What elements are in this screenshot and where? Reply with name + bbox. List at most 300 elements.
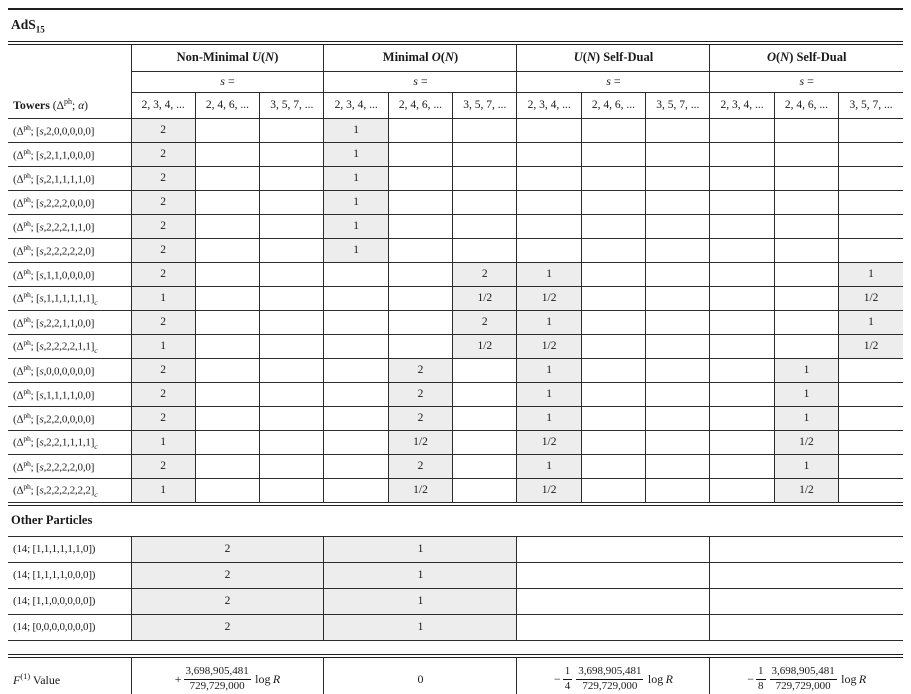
grid-cell: 2	[388, 358, 452, 382]
tower-row	[8, 478, 903, 502]
col-header: 2, 3, 4, ...	[324, 92, 388, 118]
tower-row-label: ($\Delta^{ph}$; [s,2,2,2,2,2,0]	[8, 238, 131, 262]
grid-cell	[839, 238, 903, 262]
grid-cell: 1/2	[774, 430, 838, 454]
f-value-cell	[710, 657, 903, 694]
tower-row-label: ($\Delta^{ph}$; [s,2,2,2,2,0,0]	[8, 454, 131, 478]
grid-cell	[581, 334, 645, 358]
grid-cell	[581, 118, 645, 142]
col-header: 3, 5, 7, ...	[260, 92, 324, 118]
grid-cell	[646, 478, 710, 502]
grid-cell: 2	[388, 406, 452, 430]
other-row-label: (14; [0,0,0,0,0,0,0])	[8, 614, 131, 640]
grid-cell	[388, 118, 452, 142]
grid-cell	[517, 118, 581, 142]
grid-cell	[260, 214, 324, 238]
f-value-cell	[131, 657, 324, 694]
grid-cell	[839, 406, 903, 430]
grid-cell	[710, 478, 774, 502]
f-superscript: (1)	[20, 671, 31, 681]
fraction: $\frac{1}{4}$	[564, 665, 571, 693]
tower-row	[8, 238, 903, 262]
other-row-label: (14; [1,1,1,1,0,0,0])	[8, 562, 131, 588]
grid-cell	[839, 118, 903, 142]
grid-cell: 2	[131, 358, 195, 382]
grid-cell	[710, 382, 774, 406]
grid-cell	[581, 190, 645, 214]
grid-cell	[710, 238, 774, 262]
other-row-label: (14; [1,1,0,0,0,0,0])	[8, 588, 131, 614]
group-span-cell	[710, 536, 903, 562]
grid-cell	[388, 166, 452, 190]
grid-cell	[388, 238, 452, 262]
grid-cell	[195, 334, 259, 358]
grid-cell	[710, 214, 774, 238]
grid-cell	[195, 238, 259, 262]
tower-row-label: ($\Delta^{ph}$; [s,2,2,1,1,0,0]	[8, 310, 131, 334]
grid-cell: 2	[131, 262, 195, 286]
grid-cell: 1	[517, 406, 581, 430]
group-span-cell: 1	[324, 562, 517, 588]
grid-cell: 1/2	[388, 478, 452, 502]
grid-cell	[581, 214, 645, 238]
col-header: 2, 3, 4, ...	[131, 92, 195, 118]
grid-cell	[388, 142, 452, 166]
group-span-cell	[710, 562, 903, 588]
grid-cell	[839, 190, 903, 214]
grid-cell	[646, 406, 710, 430]
grid-cell	[388, 286, 452, 310]
f-value-cell: 0	[324, 657, 517, 694]
grid-cell: 2	[131, 382, 195, 406]
tower-row	[8, 334, 903, 358]
grid-cell	[195, 478, 259, 502]
grid-cell: 1	[324, 118, 388, 142]
title-text: AdS	[11, 17, 36, 32]
grid-cell	[646, 310, 710, 334]
grid-cell	[195, 214, 259, 238]
group-span-cell: 1	[324, 588, 517, 614]
s-equals-cell: s =	[517, 71, 710, 92]
tower-row-label: ($\Delta^{ph}$; [s,2,0,0,0,0,0]	[8, 118, 131, 142]
other-particles-heading: Other Particles	[8, 505, 903, 536]
grid-cell	[388, 334, 452, 358]
grid-cell: 1/2	[839, 334, 903, 358]
col-header: 2, 4, 6, ...	[581, 92, 645, 118]
grid-cell	[260, 262, 324, 286]
grid-cell	[195, 166, 259, 190]
grid-cell: 1	[774, 358, 838, 382]
fraction: $\frac{3,698,905,481}{729,729,000}$	[578, 665, 642, 693]
grid-cell	[324, 430, 388, 454]
grid-cell: 2	[388, 382, 452, 406]
towers-mid: ;	[72, 99, 79, 112]
grid-cell	[774, 214, 838, 238]
tower-row	[8, 382, 903, 406]
grid-cell	[646, 358, 710, 382]
grid-cell	[839, 430, 903, 454]
grid-cell	[581, 382, 645, 406]
grid-cell	[774, 166, 838, 190]
grid-cell: 2	[131, 118, 195, 142]
grid-cell	[646, 214, 710, 238]
group-span-cell	[710, 588, 903, 614]
grid-cell: 1	[324, 166, 388, 190]
grid-cell	[260, 382, 324, 406]
grid-cell	[646, 262, 710, 286]
grid-cell: 1	[517, 382, 581, 406]
group-span-cell	[710, 614, 903, 640]
grid-cell: 2	[131, 454, 195, 478]
grid-cell	[774, 334, 838, 358]
col-header: 2, 4, 6, ...	[388, 92, 452, 118]
grid-cell	[260, 454, 324, 478]
bottom-spacer	[8, 640, 903, 654]
grid-cell: 2	[131, 214, 195, 238]
alpha-symbol: α	[78, 99, 85, 112]
group-span-cell: 2	[131, 536, 324, 562]
grid-cell	[195, 406, 259, 430]
grid-cell	[324, 334, 388, 358]
grid-cell: 2	[453, 262, 517, 286]
grid-cell: 1	[774, 454, 838, 478]
grid-cell: 1	[517, 454, 581, 478]
tower-row-label: ($\Delta^{ph}$; [s,2,2,2,1,1,0]	[8, 214, 131, 238]
grid-cell	[260, 334, 324, 358]
table-figure	[8, 8, 903, 694]
tower-row	[8, 214, 903, 238]
grid-cell	[710, 430, 774, 454]
grid-cell	[774, 118, 838, 142]
column-header-row	[8, 92, 903, 118]
grid-cell	[517, 166, 581, 190]
grid-cell	[324, 454, 388, 478]
grid-cell	[453, 406, 517, 430]
grid-cell: 2	[131, 238, 195, 262]
log-term: log R	[838, 672, 867, 687]
group-span-cell: 2	[131, 562, 324, 588]
title-subscript: 15	[35, 24, 45, 35]
grid-cell: 1/2	[453, 286, 517, 310]
grid-cell	[260, 358, 324, 382]
group-span-cell	[517, 562, 710, 588]
grid-cell	[646, 454, 710, 478]
group-header: U(N) Self-Dual	[517, 44, 710, 71]
grid-cell: 1/2	[453, 334, 517, 358]
grid-cell	[710, 190, 774, 214]
group-span-cell: 2	[131, 588, 324, 614]
col-header: 3, 5, 7, ...	[646, 92, 710, 118]
grid-cell	[710, 262, 774, 286]
grid-cell	[453, 430, 517, 454]
grid-cell: 1	[517, 358, 581, 382]
grid-cell	[453, 190, 517, 214]
grid-cell	[839, 358, 903, 382]
s-equals-cell: s =	[324, 71, 517, 92]
grid-cell	[195, 310, 259, 334]
f-value-cell	[517, 657, 710, 694]
delta-superscript: ph	[64, 97, 73, 107]
tower-row-label: ($\Delta^{ph}$; [s,2,2,2,0,0,0]	[8, 190, 131, 214]
sign: −	[747, 672, 754, 687]
grid-cell	[710, 286, 774, 310]
grid-cell	[195, 358, 259, 382]
tower-row-label: ($\Delta^{ph}$; [s,1,1,0,0,0,0]	[8, 262, 131, 286]
col-header: 2, 3, 4, ...	[517, 92, 581, 118]
grid-cell	[453, 142, 517, 166]
towers-close: )	[84, 99, 89, 112]
tower-row	[8, 262, 903, 286]
tower-row-label: ($\Delta^{ph}$; [s,0,0,0,0,0,0]	[8, 358, 131, 382]
s-equals-cell: s =	[131, 71, 324, 92]
grid-cell	[839, 214, 903, 238]
f-symbol: F	[13, 672, 21, 687]
tower-row-label: ($\Delta^{ph}$; [s,2,2,0,0,0,0]	[8, 406, 131, 430]
s-equals-cell: s =	[710, 71, 903, 92]
grid-cell	[581, 454, 645, 478]
sign: −	[553, 672, 561, 687]
grid-cell	[260, 286, 324, 310]
grid-cell	[195, 142, 259, 166]
tower-row	[8, 166, 903, 190]
grid-cell: 1/2	[517, 334, 581, 358]
grid-cell	[195, 262, 259, 286]
grid-cell	[839, 478, 903, 502]
table-title	[8, 10, 903, 41]
grid-cell	[581, 262, 645, 286]
tower-row	[8, 118, 903, 142]
tower-row-label: ($\Delta^{ph}$; $[s,1,1,1,1,1,1]_c$	[8, 286, 131, 310]
grid-cell: 1/2	[388, 430, 452, 454]
grid-cell: 2	[131, 190, 195, 214]
grid-cell	[581, 406, 645, 430]
grid-cell: 1	[324, 214, 388, 238]
grid-cell	[324, 310, 388, 334]
grid-cell	[646, 334, 710, 358]
other-particle-row	[8, 536, 903, 562]
group-span-cell: 1	[324, 614, 517, 640]
log-term: log R	[645, 672, 673, 687]
grid-cell	[710, 310, 774, 334]
tower-row	[8, 358, 903, 382]
spectrum-table	[8, 41, 903, 694]
grid-cell: 1	[324, 142, 388, 166]
grid-cell	[260, 142, 324, 166]
grid-cell: 1	[131, 430, 195, 454]
group-span-cell	[517, 536, 710, 562]
grid-cell	[839, 454, 903, 478]
grid-cell	[710, 142, 774, 166]
grid-cell	[646, 382, 710, 406]
grid-cell	[324, 406, 388, 430]
grid-cell	[388, 310, 452, 334]
grid-cell	[774, 262, 838, 286]
grid-cell: 1	[839, 310, 903, 334]
col-header: 2, 3, 4, ...	[710, 92, 774, 118]
fraction: $\frac{3,698,905,481}{729,729,000}$	[185, 665, 249, 693]
grid-cell	[646, 166, 710, 190]
grid-cell	[260, 310, 324, 334]
grid-cell	[646, 238, 710, 262]
grid-cell: 1/2	[517, 478, 581, 502]
grid-cell	[260, 430, 324, 454]
grid-cell	[453, 238, 517, 262]
grid-cell	[646, 190, 710, 214]
tower-row-label: ($\Delta^{ph}$; [s,2,1,1,1,1,0]	[8, 166, 131, 190]
grid-cell	[581, 286, 645, 310]
group-header-row	[8, 44, 903, 71]
grid-cell	[517, 190, 581, 214]
tower-row	[8, 286, 903, 310]
grid-cell: 1	[839, 262, 903, 286]
grid-cell	[581, 478, 645, 502]
grid-cell	[453, 382, 517, 406]
other-particle-row	[8, 562, 903, 588]
grid-cell	[195, 382, 259, 406]
grid-cell: 1	[517, 310, 581, 334]
tower-row	[8, 190, 903, 214]
grid-cell: 2	[453, 310, 517, 334]
grid-cell	[710, 406, 774, 430]
grid-cell	[710, 166, 774, 190]
f-value-label	[8, 657, 131, 694]
tower-row	[8, 406, 903, 430]
grid-cell	[646, 430, 710, 454]
grid-cell	[774, 190, 838, 214]
tower-row	[8, 310, 903, 334]
grid-cell	[453, 454, 517, 478]
tower-row	[8, 142, 903, 166]
grid-cell	[195, 454, 259, 478]
grid-cell	[710, 358, 774, 382]
grid-cell	[646, 286, 710, 310]
grid-cell: 1	[324, 238, 388, 262]
grid-cell: 2	[388, 454, 452, 478]
fraction: $\frac{3,698,905,481}{729,729,000}$	[771, 665, 835, 693]
grid-cell	[517, 238, 581, 262]
grid-cell	[388, 262, 452, 286]
grid-cell: 1	[131, 286, 195, 310]
grid-cell	[581, 310, 645, 334]
grid-cell	[710, 334, 774, 358]
tower-row-label: ($\Delta^{ph}$; $[s,2,2,2,2,1,1]_c$	[8, 334, 131, 358]
grid-cell: 1	[517, 262, 581, 286]
f-value-row	[8, 657, 903, 694]
grid-cell	[260, 478, 324, 502]
grid-cell	[581, 430, 645, 454]
grid-cell	[710, 454, 774, 478]
grid-cell	[324, 382, 388, 406]
grid-cell	[839, 166, 903, 190]
grid-cell	[581, 166, 645, 190]
tower-row	[8, 430, 903, 454]
group-span-cell: 2	[131, 614, 324, 640]
col-header: 3, 5, 7, ...	[839, 92, 903, 118]
grid-cell	[710, 118, 774, 142]
grid-cell: 2	[131, 406, 195, 430]
grid-cell	[260, 406, 324, 430]
grid-cell	[195, 190, 259, 214]
group-header: Minimal O(N)	[324, 44, 517, 71]
grid-cell	[774, 238, 838, 262]
tower-row	[8, 454, 903, 478]
grid-cell	[195, 286, 259, 310]
grid-cell	[260, 190, 324, 214]
tower-row-label: ($\Delta^{ph}$; $[s,2,2,2,2,2,2]_c$	[8, 478, 131, 502]
grid-cell	[517, 142, 581, 166]
grid-cell: 1	[324, 190, 388, 214]
group-row-label-cell	[8, 44, 131, 71]
grid-cell	[839, 382, 903, 406]
grid-cell	[581, 238, 645, 262]
group-header: Non-Minimal U(N)	[131, 44, 324, 71]
grid-cell: 1/2	[517, 430, 581, 454]
other-particles-heading-row	[8, 505, 903, 536]
group-span-cell	[517, 588, 710, 614]
towers-open: (Δ	[49, 99, 64, 112]
grid-cell: 1/2	[774, 478, 838, 502]
fraction: $\frac{1}{8}$	[758, 665, 764, 693]
tower-row-label: ($\Delta^{ph}$; [s,1,1,1,1,0,0]	[8, 382, 131, 406]
other-particle-row	[8, 614, 903, 640]
f-label-text: Value	[30, 672, 61, 687]
tower-row-label: ($\Delta^{ph}$; [s,2,1,1,0,0,0]	[8, 142, 131, 166]
grid-cell	[581, 142, 645, 166]
col-header: 2, 4, 6, ...	[774, 92, 838, 118]
grid-cell	[195, 118, 259, 142]
grid-cell	[453, 214, 517, 238]
grid-cell	[260, 166, 324, 190]
grid-cell: 1/2	[517, 286, 581, 310]
grid-cell	[260, 118, 324, 142]
grid-cell	[453, 478, 517, 502]
group-span-cell: 1	[324, 536, 517, 562]
grid-cell: 1/2	[839, 286, 903, 310]
grid-cell	[581, 358, 645, 382]
grid-cell	[260, 238, 324, 262]
other-particle-row	[8, 588, 903, 614]
group-header: O(N) Self-Dual	[710, 44, 903, 71]
grid-cell: 1	[774, 382, 838, 406]
s-equals-row	[8, 71, 903, 92]
grid-cell	[774, 310, 838, 334]
other-row-label: (14; [1,1,1,1,1,1,0])	[8, 536, 131, 562]
grid-cell	[453, 118, 517, 142]
grid-cell	[195, 430, 259, 454]
sign: +	[174, 672, 182, 687]
grid-cell	[324, 262, 388, 286]
group-span-cell	[517, 614, 710, 640]
grid-cell	[453, 166, 517, 190]
grid-cell	[646, 118, 710, 142]
col-header: 3, 5, 7, ...	[453, 92, 517, 118]
tower-row-label: ($\Delta^{ph}$; $[s,2,2,1,1,1,1]_c$	[8, 430, 131, 454]
grid-cell: 1	[774, 406, 838, 430]
grid-cell	[388, 214, 452, 238]
grid-cell: 2	[131, 166, 195, 190]
grid-cell: 1	[131, 478, 195, 502]
grid-cell	[324, 478, 388, 502]
grid-cell	[453, 358, 517, 382]
grid-cell	[646, 142, 710, 166]
grid-cell	[324, 286, 388, 310]
grid-cell	[774, 142, 838, 166]
towers-word: Towers	[13, 97, 50, 112]
s-row-label-cell	[8, 71, 131, 92]
grid-cell	[324, 358, 388, 382]
grid-cell	[774, 286, 838, 310]
log-term: log R	[252, 672, 281, 687]
